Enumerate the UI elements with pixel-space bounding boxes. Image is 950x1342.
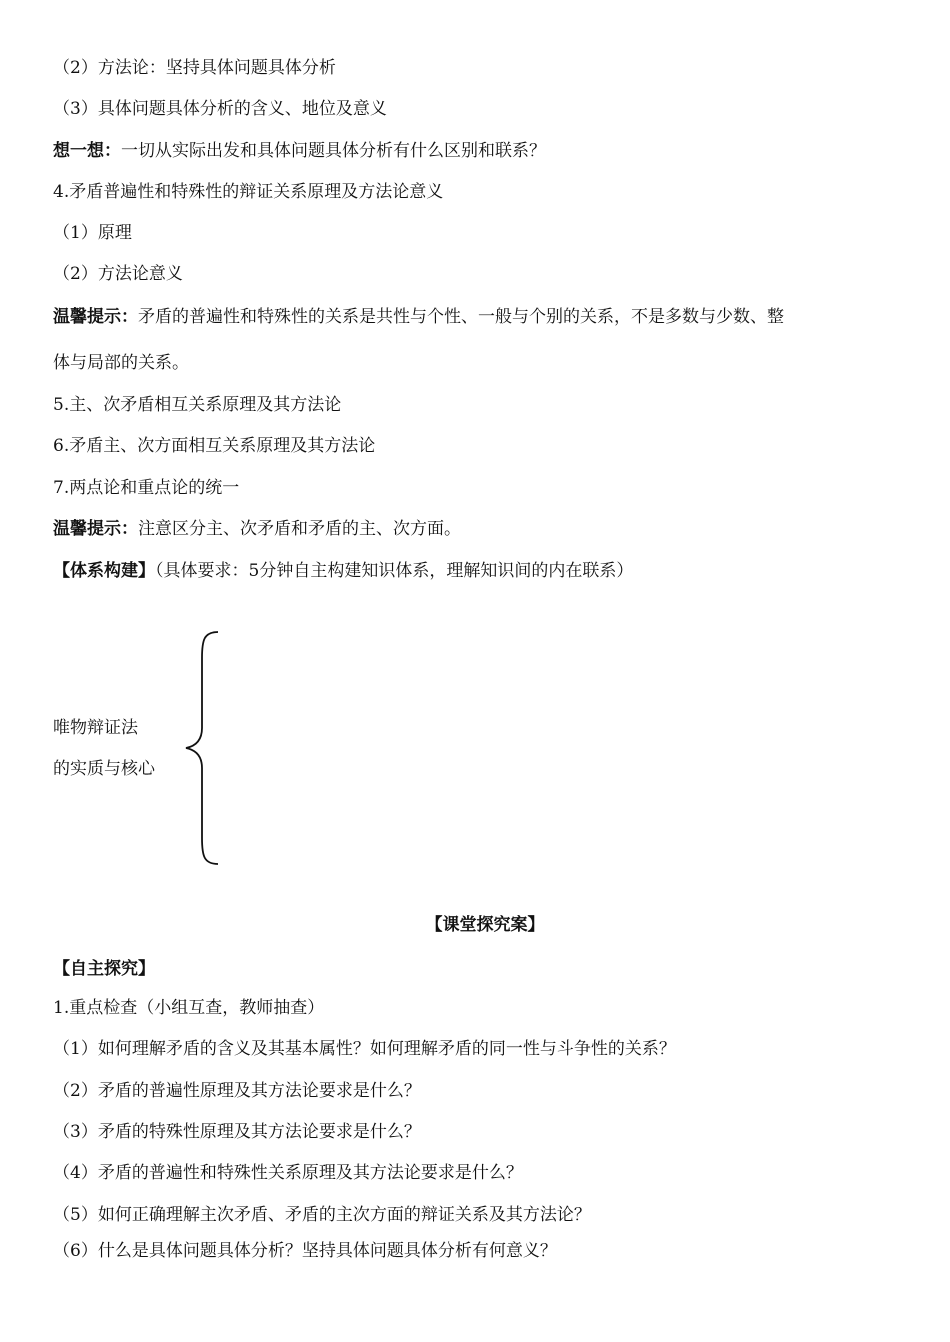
self-explore-label: 【自主探究】 (53, 959, 155, 979)
line-meaning: （3）具体问题具体分析的含义、地位及意义 (53, 99, 387, 119)
line-item-6: 6.矛盾主、次方面相互关系原理及其方法论 (53, 436, 376, 456)
line-item-4: 4.矛盾普遍性和特殊性的辩证关系原理及方法论意义 (53, 182, 444, 202)
tip2-line (53, 517, 461, 541)
system-label: 【体系构建】 (53, 561, 155, 581)
think-label: 想一想： (53, 141, 121, 161)
think-text: 一切从实际出发和具体问题具体分析有什么区别和联系？ (121, 141, 546, 161)
system-line (53, 559, 633, 583)
tip1-continuation: 体与局部的关系。 (53, 353, 189, 373)
question-4: （4）矛盾的普遍性和特殊性关系原理及其方法论要求是什么？ (53, 1163, 523, 1183)
brace-path (186, 632, 218, 864)
tip1-text: 矛盾的普遍性和特殊性的关系是共性与个性、一般与个别的关系，不是多数与少数、整 (138, 307, 784, 327)
system-text: （具体要求：5分钟自主构建知识体系，理解知识间的内在联系） (155, 561, 634, 581)
tip2-text: 注意区分主、次矛盾和矛盾的主、次方面。 (138, 519, 461, 539)
classroom-title: 【课堂探究案】 (425, 915, 545, 935)
question-2: （2）矛盾的普遍性原理及其方法论要求是什么？ (53, 1081, 421, 1101)
line-methodology-meaning: （2）方法论意义 (53, 264, 183, 284)
question-1: （1）如何理解矛盾的含义及其基本属性？如何理解矛盾的同一性与斗争性的关系？ (53, 1039, 676, 1059)
question-5: （5）如何正确理解主次矛盾、矛盾的主次方面的辩证关系及其方法论？ (53, 1205, 591, 1225)
tip2-label: 温馨提示： (53, 519, 138, 539)
line-principle: （1）原理 (53, 223, 132, 243)
question-3: （3）矛盾的特殊性原理及其方法论要求是什么？ (53, 1122, 421, 1142)
diagram-left-label-2: 的实质与核心 (53, 759, 155, 779)
line-item-5: 5.主、次矛盾相互关系原理及其方法论 (53, 395, 342, 415)
line-item-7: 7.两点论和重点论的统一 (53, 478, 240, 498)
tip1-label: 温馨提示： (53, 307, 138, 327)
curly-brace (180, 628, 225, 868)
line-methodology: （2）方法论：坚持具体问题具体分析 (53, 58, 336, 78)
tip1-line (53, 305, 784, 329)
diagram-left-label-1: 唯物辩证法 (53, 718, 138, 738)
check-line: 1.重点检查（小组互查，教师抽查） (53, 998, 325, 1018)
question-6: （6）什么是具体问题具体分析？坚持具体问题具体分析有何意义？ (53, 1241, 557, 1261)
think-line (53, 139, 546, 163)
